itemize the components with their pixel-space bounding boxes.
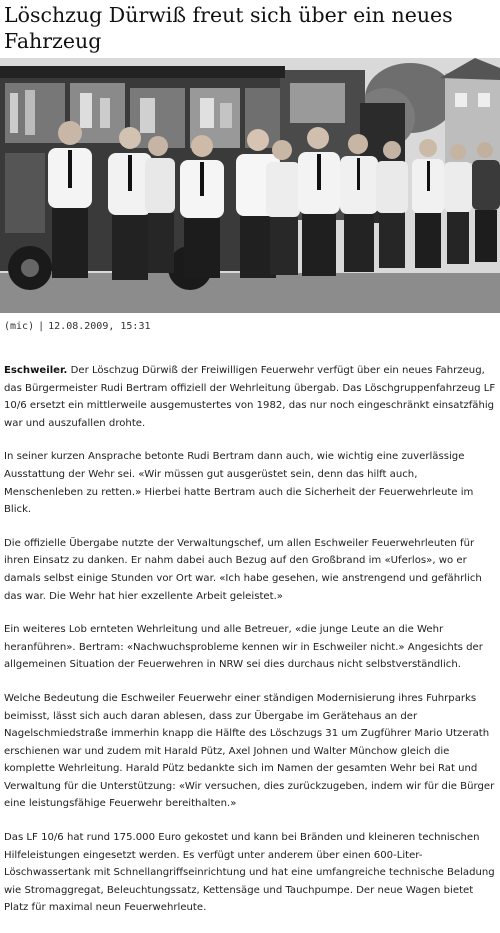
article-body	[4, 362, 496, 933]
paragraph-1	[4, 362, 496, 432]
paragraph-6: Das LF 10/6 hat rund 175.000 Euro gekostet und kann bei Bränden und kleineren technischen Hilfeleistungen eingesetzt werden. Es verfügt unter anderem über einen 600-Liter-Löschwassertank mit Schnellangriffseinrichtung und hat eine umfangreiche technische Beladung wie Stromaggregat, Beleuchtungssatz, Kettensäge und Tauchpumpe. Der neue Wagen bietet Platz für maximal neun Feuerwehrleute.	[4, 832, 495, 914]
article-byline	[4, 321, 151, 332]
article-headline: Löschzug Dürwiß freut sich über ein neues Fahrzeug	[4, 3, 453, 53]
publish-date: 12.08.2009, 15:31	[48, 321, 151, 332]
byline-separator: |	[38, 321, 45, 332]
dateline: Eschweiler.	[4, 365, 68, 376]
fire-truck-group-photo	[0, 58, 500, 313]
paragraph-1-text: Der Löschzug Dürwiß der Freiwilligen Feuerwehr verfügt über ein neues Fahrzeug, das Bürgermeister Rudi Bertram offiziell der Wehrleitung übergab. Das Löschgruppenfahrzeug LF 10/6 ersetzt ein mittlerweile ausgemustertes von 1982, das nur noch eingeschränkt einsatzfähig war und auszufallen drohte.	[4, 365, 496, 429]
paragraph-2: In seiner kurzen Ansprache betonte Rudi Bertram dann auch, wie wichtig eine zuverlässige Ausstattung der Wehr sei. «Wir müssen gut ausgerüstet sein, denn das hilft auch, Menschenleben zu retten.» Hierbei hatte Bertram auch die Sicherheit der Feuerwehrleute im Blick.	[4, 451, 474, 516]
author-tag: (mic)	[4, 321, 35, 332]
paragraph-3: Die offizielle Übergabe nutzte der Verwaltungschef, um allen Eschweiler Feuerwehrleuten für ihren Einsatz zu danken. Er nahm dabei auch Bezug auf den Großbrand im «Uferlos», wo er damals selbst einige Stunden vor Ort war. «Ich habe gesehen, wie anstrengend und gefährlich das war. Die Wehr hat hier exzellente Arbeit geleistet.»	[4, 537, 482, 602]
paragraph-4: Ein weiteres Lob ernteten Wehrleitung und alle Betreuer, «die junge Leute an die Wehr heranführen». Bertram: «Nachwuchsprobleme kennen wir in Eschweiler nicht.» Angesichts der allgemeinen Situation der Feuerwehren in NRW sei dies durchaus nicht selbstverständlich.	[4, 624, 483, 671]
paragraph-5: Welche Bedeutung die Eschweiler Feuerwehr einer ständigen Modernisierung ihres Fuhrparks beimisst, lässt sich auch daran ablesen, dass zur Übergabe im Gerätehaus an der Nagelschmiedstraße immerhin knapp die Hälfte des Löschzugs 31 um Zugführer Mario Utzerath erschienen war und zudem mit Harald Pütz, Axel Johnen und Walter Münchow gleich die komplette Wehrleitung. Harald Pütz bedankte sich im Namen der gesamten Wehr bei Rat und Verwaltung für die Unterstützung: «Wir versuchen, dies zurückzugeben, indem wir für die Bürger eine leistungsfähige Feuerwehr bereithalten.»	[4, 692, 495, 810]
article-photo	[0, 58, 500, 313]
